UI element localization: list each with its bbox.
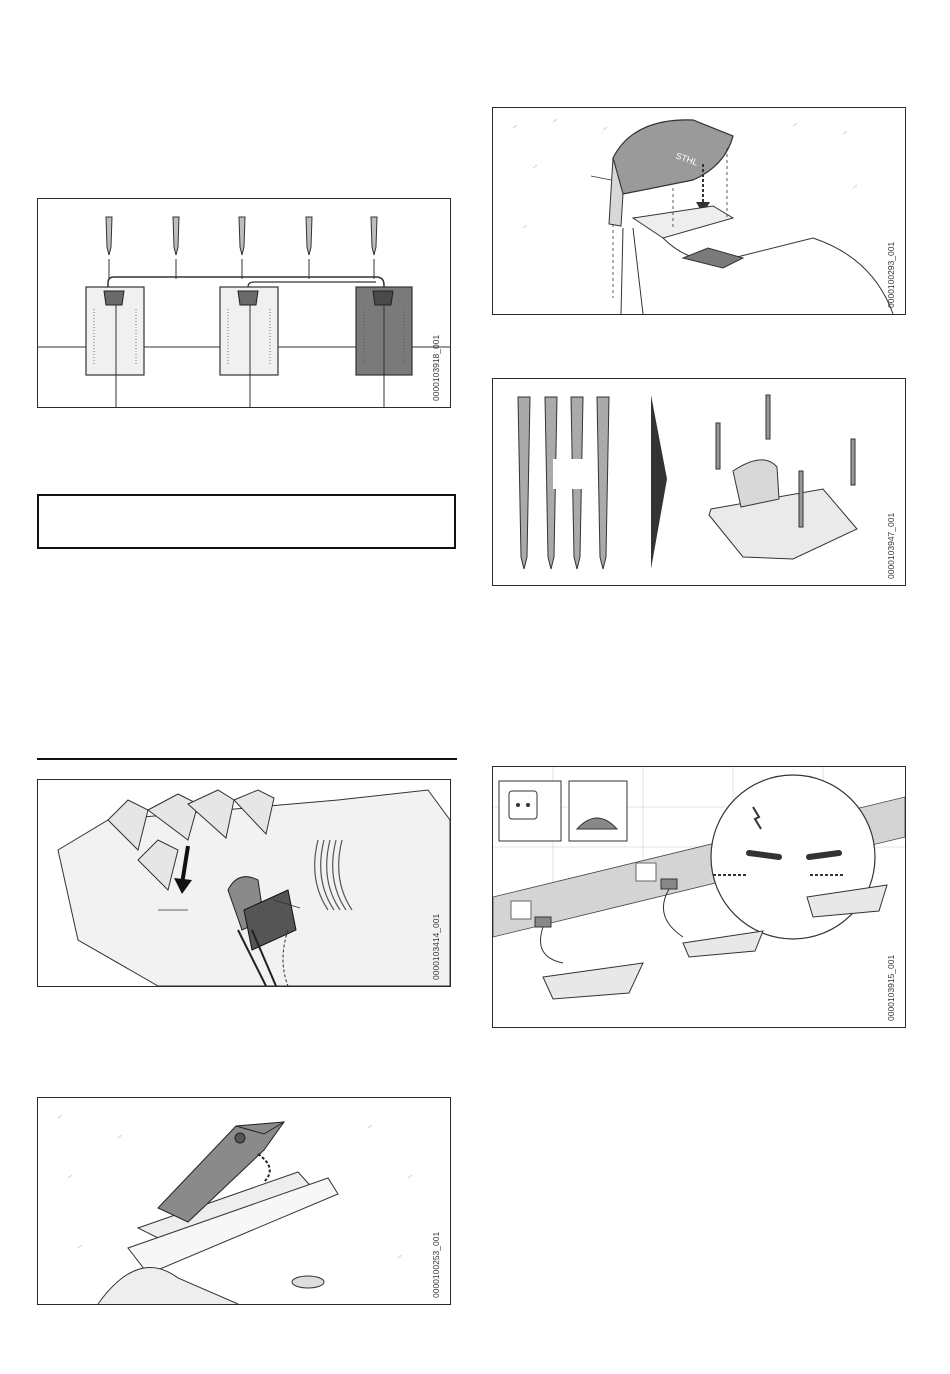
figure-code: [432, 199, 450, 407]
figure-code: [432, 780, 450, 986]
notice-box: [37, 494, 456, 549]
cable-routing-illustration: [38, 780, 450, 986]
pegs-count-label-box: [553, 459, 583, 489]
rain-sun-panel: [569, 781, 627, 841]
power-supply-illustration: [493, 767, 905, 1027]
figure-control-panel: [37, 1097, 451, 1305]
connector-detail-circle: [711, 775, 875, 939]
figure-code: [887, 767, 905, 1027]
cover-illustration: [493, 108, 905, 314]
figure-cover: [492, 107, 906, 315]
pegs-anchoring-illustration: [493, 379, 905, 585]
figure-code: [887, 108, 905, 314]
figure-code-label: 0000103947_001: [886, 512, 896, 579]
figure-code: [887, 379, 905, 585]
figure-code-label: 0000103414_001: [431, 913, 441, 980]
stihl-logo: STHL: [674, 150, 700, 168]
figure-code-label: 0000100293_001: [886, 241, 896, 308]
control-panel-illustration: [38, 1098, 450, 1304]
figure-code-label: 0000100253_001: [431, 1231, 441, 1298]
figure-code: [432, 1098, 450, 1304]
socket-icon: [509, 791, 537, 819]
figure-code-label: 0000103918_001: [431, 334, 441, 401]
figure-pegs-base-plates: [37, 198, 451, 408]
pegs-base-plates-illustration: [38, 199, 450, 407]
figure-power-supply: [492, 766, 906, 1028]
figure-code-label: 0000103915_001: [886, 954, 896, 1021]
section-rule: [37, 758, 457, 760]
figure-cable-routing: [37, 779, 451, 987]
figure-pegs-anchoring: [492, 378, 906, 586]
